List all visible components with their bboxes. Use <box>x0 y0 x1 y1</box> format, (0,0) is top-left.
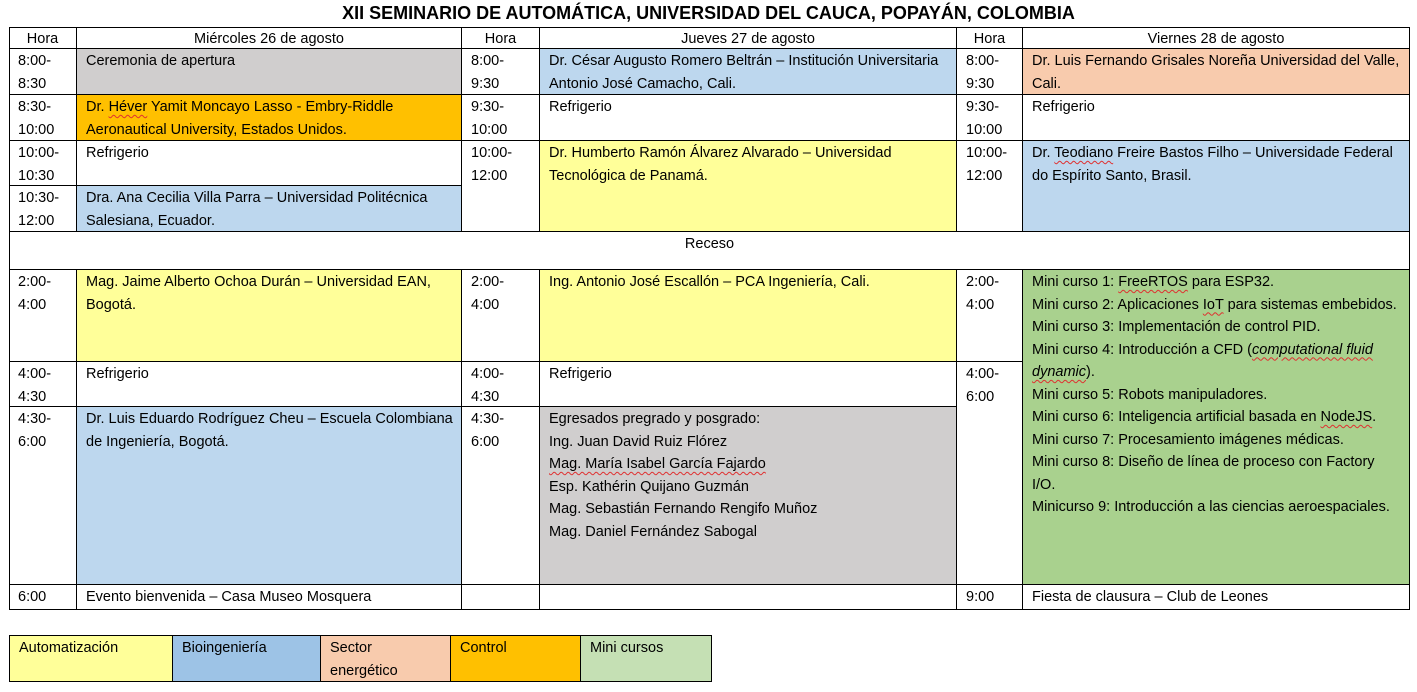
thu-time-7: 4:30- 6:00 <box>462 407 540 585</box>
minicurso-item: Mini curso 7: Procesamiento imágenes médicas. <box>1032 431 1344 448</box>
header-hora-thu: Hora <box>462 27 540 49</box>
thu-time-3: 10:00- 12:00 <box>462 141 540 232</box>
header-wednesday: Miércoles 26 de agosto <box>77 27 462 49</box>
header-hora-wed: Hora <box>9 27 77 49</box>
alumni-item: Ing. Juan David Ruiz Flórez <box>549 433 728 450</box>
thu-event-break-am: Refrigerio <box>540 95 957 141</box>
thu-time-5: 2:00- 4:00 <box>462 270 540 362</box>
minicurso-item: Mini curso 8: Diseño de línea de proceso con Factory I/O. <box>1032 454 1375 493</box>
minicurso-item: Mini curso 2: Aplicaciones IoT para sistemas embebidos. <box>1032 296 1397 313</box>
fri-time-1: 8:00- 9:30 <box>957 49 1023 95</box>
wed-time-1: 8:00- 8:30 <box>9 49 77 95</box>
minicurso-item: Mini curso 6: Inteligencia artificial basada en NodeJS. <box>1032 409 1377 425</box>
wed-time-3: 10:00- 10:30 <box>9 141 77 186</box>
fri-event-bio-talk: Dr. Teodiano Freire Bastos Filho – Universidade Federal do Espírito Santo, Brasil. <box>1023 141 1410 232</box>
minicurso-item: Mini curso 3: Implementación de control PID. <box>1032 319 1321 335</box>
receso-row: Receso <box>9 232 1410 270</box>
wed-event-break-am: Refrigerio <box>77 141 462 186</box>
alumni-item: Mag. Daniel Fernández Sabogal <box>549 523 757 540</box>
header-hora-fri: Hora <box>957 27 1023 49</box>
wed-event-opening: Ceremonia de apertura <box>77 49 462 95</box>
wed-time-2: 8:30- 10:00 <box>9 95 77 141</box>
schedule-table <box>9 27 1410 610</box>
wed-event-welcome: Evento bienvenida – Casa Museo Mosquera <box>77 585 462 610</box>
legend-sector-energetico: Sector energético <box>321 635 451 682</box>
thu-time-8-empty <box>462 585 540 610</box>
minicurso-item: Minicurso 9: Introducción a las ciencias aeroespaciales. <box>1032 499 1390 515</box>
fri-time-3: 10:00- 12:00 <box>957 141 1023 232</box>
wed-time-7: 4:30- 6:00 <box>9 407 77 585</box>
minicurso-item: Mini curso 5: Robots manipuladores. <box>1032 386 1268 403</box>
thu-event-automation-talk: Dr. Humberto Ramón Álvarez Alvarado – Universidad Tecnológica de Panamá. <box>540 141 957 232</box>
thu-event-alumni <box>540 407 957 585</box>
wed-event-control-talk: Dr. Héver Yamit Moncayo Lasso - Embry-Riddle Aeronautical University, Estados Unidos. <box>77 95 462 141</box>
alumni-item: Mag. Sebastián Fernando Rengifo Muñoz <box>549 501 818 517</box>
thu-time-2: 9:30- 10:00 <box>462 95 540 141</box>
fri-time-6: 4:00- 6:00 <box>957 362 1023 585</box>
fri-event-minicursos <box>1023 270 1410 585</box>
thu-event-automation-talk-pm: Ing. Antonio José Escallón – PCA Ingeniería, Cali. <box>540 270 957 362</box>
alumni-item: Esp. Kathérin Quijano Guzmán <box>549 478 749 495</box>
fri-event-closing: Fiesta de clausura – Club de Leones <box>1023 585 1410 610</box>
fri-event-energy-talk: Dr. Luis Fernando Grisales Noreña Universidad del Valle, Cali. <box>1023 49 1410 95</box>
fri-time-8: 9:00 <box>957 585 1023 610</box>
thu-event-bio-talk: Dr. César Augusto Romero Beltrán – Institución Universitaria Antonio José Camacho, Cali. <box>540 49 957 95</box>
fri-time-2: 9:30- 10:00 <box>957 95 1023 141</box>
wed-event-bio-talk-pm: Dr. Luis Eduardo Rodríguez Cheu – Escuela Colombiana de Ingeniería, Bogotá. <box>77 407 462 585</box>
alumni-item: Mag. María Isabel García Fajardo <box>549 456 766 472</box>
wed-time-5: 2:00- 4:00 <box>9 270 77 362</box>
wed-event-break-pm: Refrigerio <box>77 362 462 407</box>
wed-time-8: 6:00 <box>9 585 77 610</box>
legend-bioingenieria: Bioingeniería <box>173 635 321 682</box>
wed-time-4: 10:30- 12:00 <box>9 186 77 232</box>
minicurso-item: Mini curso 4: Introducción a CFD (computational fluid dynamic). <box>1032 341 1373 380</box>
legend-automatizacion: Automatización <box>9 635 173 682</box>
fri-event-break-am: Refrigerio <box>1023 95 1410 141</box>
legend-mini-cursos: Mini cursos <box>581 635 712 682</box>
fri-time-5: 2:00- 4:00 <box>957 270 1023 362</box>
header-thursday: Jueves 27 de agosto <box>540 27 957 49</box>
thu-time-1: 8:00- 9:30 <box>462 49 540 95</box>
thu-event-8-empty <box>540 585 957 610</box>
page-title: XII SEMINARIO DE AUTOMÁTICA, UNIVERSIDAD DEL CAUCA, POPAYÁN, COLOMBIA <box>342 3 1075 23</box>
thu-event-break-pm: Refrigerio <box>540 362 957 407</box>
alumni-title: Egresados pregrado y posgrado: <box>549 411 761 427</box>
wed-time-6: 4:00- 4:30 <box>9 362 77 407</box>
legend-control: Control <box>451 635 581 682</box>
color-legend <box>9 635 712 682</box>
header-friday: Viernes 28 de agosto <box>1023 27 1410 49</box>
wed-event-automation-talk: Mag. Jaime Alberto Ochoa Durán – Universidad EAN, Bogotá. <box>77 270 462 362</box>
minicurso-item: Mini curso 1: FreeRTOS para ESP32. <box>1032 274 1275 290</box>
wed-event-bio-talk: Dra. Ana Cecilia Villa Parra – Universidad Politécnica Salesiana, Ecuador. <box>77 186 462 232</box>
thu-time-6: 4:00- 4:30 <box>462 362 540 407</box>
